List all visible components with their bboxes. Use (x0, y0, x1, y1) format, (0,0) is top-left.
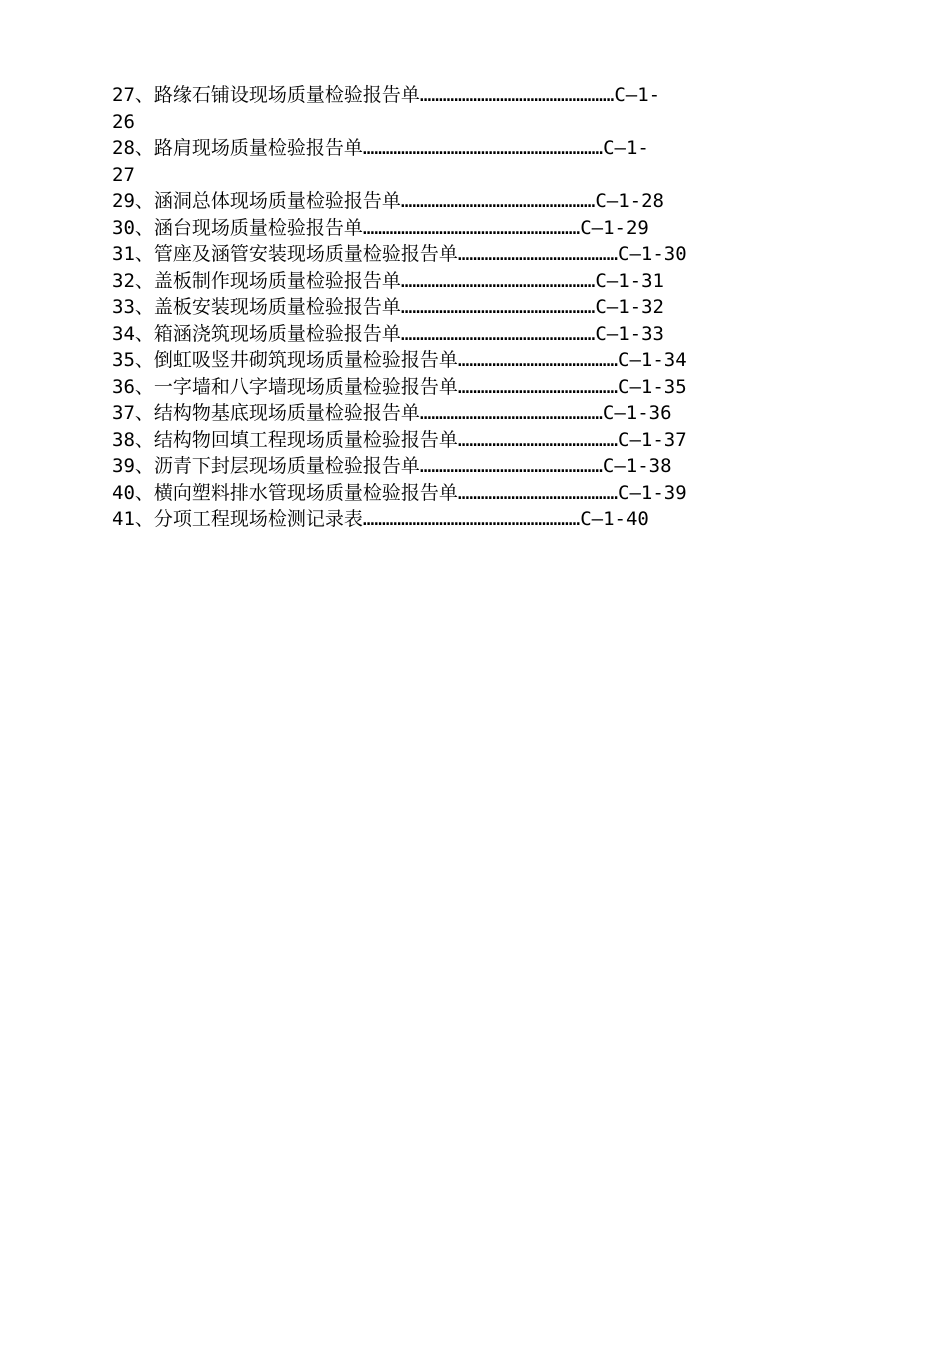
toc-entry-38[interactable]: 38、结构物回填工程现场质量检验报告单……………………………………C—1-37 (112, 428, 687, 451)
toc-entry-35[interactable]: 35、倒虹吸竖井砌筑现场质量检验报告单……………………………………C—1-34 (112, 349, 687, 371)
toc-entry-36[interactable]: 36、一字墙和八字墙现场质量检验报告单……………………………………C—1-35 (112, 375, 687, 398)
toc-entry-28-page-wrap[interactable]: 27 (112, 163, 135, 186)
toc-entry-29[interactable]: 29、涵洞总体现场质量检验报告单……………………………………………C—1-28 (112, 190, 664, 212)
toc-entry-32[interactable]: 32、盖板制作现场质量检验报告单……………………………………………C—1-31 (112, 269, 664, 292)
toc-entry-27-page-wrap[interactable]: 26 (112, 110, 135, 133)
toc-entry-41[interactable]: 41、分项工程现场检测记录表…………………………………………………C—1-40 (112, 508, 649, 530)
toc-entry-30[interactable]: 30、涵台现场质量检验报告单…………………………………………………C—1-29 (112, 216, 649, 239)
toc-entry-34[interactable]: 34、箱涵浇筑现场质量检验报告单……………………………………………C—1-33 (112, 322, 664, 345)
toc-entry-28[interactable]: 28、路肩现场质量检验报告单………………………………………………………C—1- (112, 137, 649, 159)
toc-entry-31[interactable]: 31、管座及涵管安装现场质量检验报告单……………………………………C—1-30 (112, 243, 687, 265)
table-of-contents (112, 82, 840, 533)
toc-entry-33[interactable]: 33、盖板安装现场质量检验报告单……………………………………………C—1-32 (112, 296, 664, 318)
toc-entry-39[interactable]: 39、沥青下封层现场质量检验报告单…………………………………………C—1-38 (112, 455, 672, 477)
toc-entry-27[interactable]: 27、路缘石铺设现场质量检验报告单……………………………………………C—1- (112, 84, 661, 106)
toc-entry-40[interactable]: 40、横向塑料排水管现场质量检验报告单……………………………………C—1-39 (112, 481, 687, 504)
toc-entry-37[interactable]: 37、结构物基底现场质量检验报告单…………………………………………C—1-36 (112, 402, 672, 424)
